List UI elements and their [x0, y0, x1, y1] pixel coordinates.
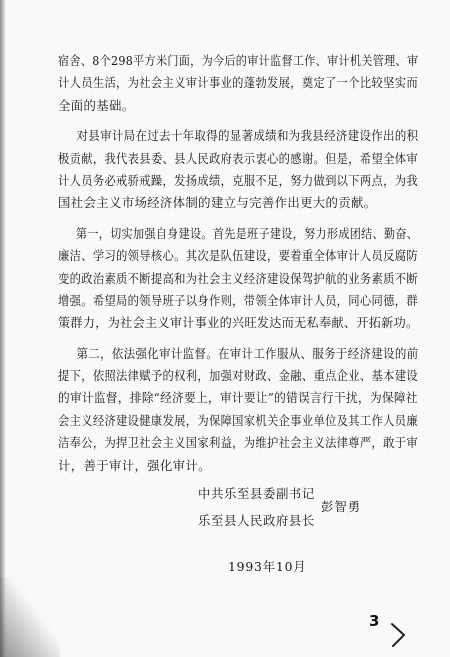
paragraph-line: 极贡献，我代表县委、县人民政府表示衷心的感谢。但是，希望全体审: [58, 150, 418, 166]
signatory-title-party: 中共乐至县委副书记: [198, 486, 315, 501]
scan-shadow-left: [0, 0, 6, 657]
paragraph-line: 的审计监督，排除“经济要上，审计要让”的错误言行干扰，为保障社: [58, 390, 418, 406]
signatory-name: 彭智勇: [321, 499, 362, 514]
paragraph-line: 对县审计局在过去十年取得的显著成绩和为我县经济建设作出的积: [76, 128, 419, 144]
paragraph-line: 第二，依法强化审计监督。在审计工作服从、服务于经济建设的前: [76, 345, 419, 361]
paragraph-line: 廉洁、学习的领导核心。其次是队伍建设，要着重全体审计人员反腐防: [58, 248, 418, 264]
signature-date: 1993年10月: [228, 559, 307, 574]
signatory-title-government: 乐至县人民政府县长: [198, 513, 315, 528]
paragraph-line: 第一，切实加强自身建设。首先是班子建设，努力形成团结、勤奋、: [75, 225, 419, 241]
paragraph-line: 策群力，为社会主义审计事业的兴旺发达而无私奉献、开拓新功。: [58, 315, 419, 331]
paragraph-line: 计，善于审计，强化审计。: [58, 457, 211, 473]
paragraph-line: 提下，依照法律赋予的权利，加强对财政、金融、重点企业、基本建设: [58, 368, 418, 384]
paragraph-line: 增强。希望局的领导班子以身作则，带领全体审计人员，同心同德，群: [58, 292, 418, 308]
paragraph-line: 计人员务必戒骄戒躁，发扬成绩，克服不足，努力做到以下两点，为我: [58, 172, 418, 188]
body-text: [58, 50, 418, 477]
paragraph-line: 计人员生活，为社会主义审计事业的蓬勃发展，奠定了一个比较坚实而: [58, 75, 418, 91]
paragraph-line: 国社会主义市场经济体制的建立与完善作出更大的贡献。: [58, 195, 377, 211]
page-number: 3: [369, 612, 380, 630]
paragraph-line: 宿舍、8个298平方米门面，为今后的审计监督工作、审计机关管理、审: [58, 53, 419, 68]
paragraph-line: 全面的基础。: [58, 97, 135, 113]
paragraph-line: 会主义经济建设健康发展，为保障国家机关企事业单位及其工作人员廉: [58, 412, 418, 428]
handwritten-check-mark: [389, 622, 409, 648]
paragraph-line: 变的政治素质不断提高和为社会主义经济建设保驾护航的业务素质不断: [58, 270, 418, 286]
paragraph-line: 洁奉公，为捍卫社会主义国家利益，为维护社会主义法律尊严，敢于审: [58, 435, 418, 451]
scan-shadow-corner: [0, 577, 60, 657]
